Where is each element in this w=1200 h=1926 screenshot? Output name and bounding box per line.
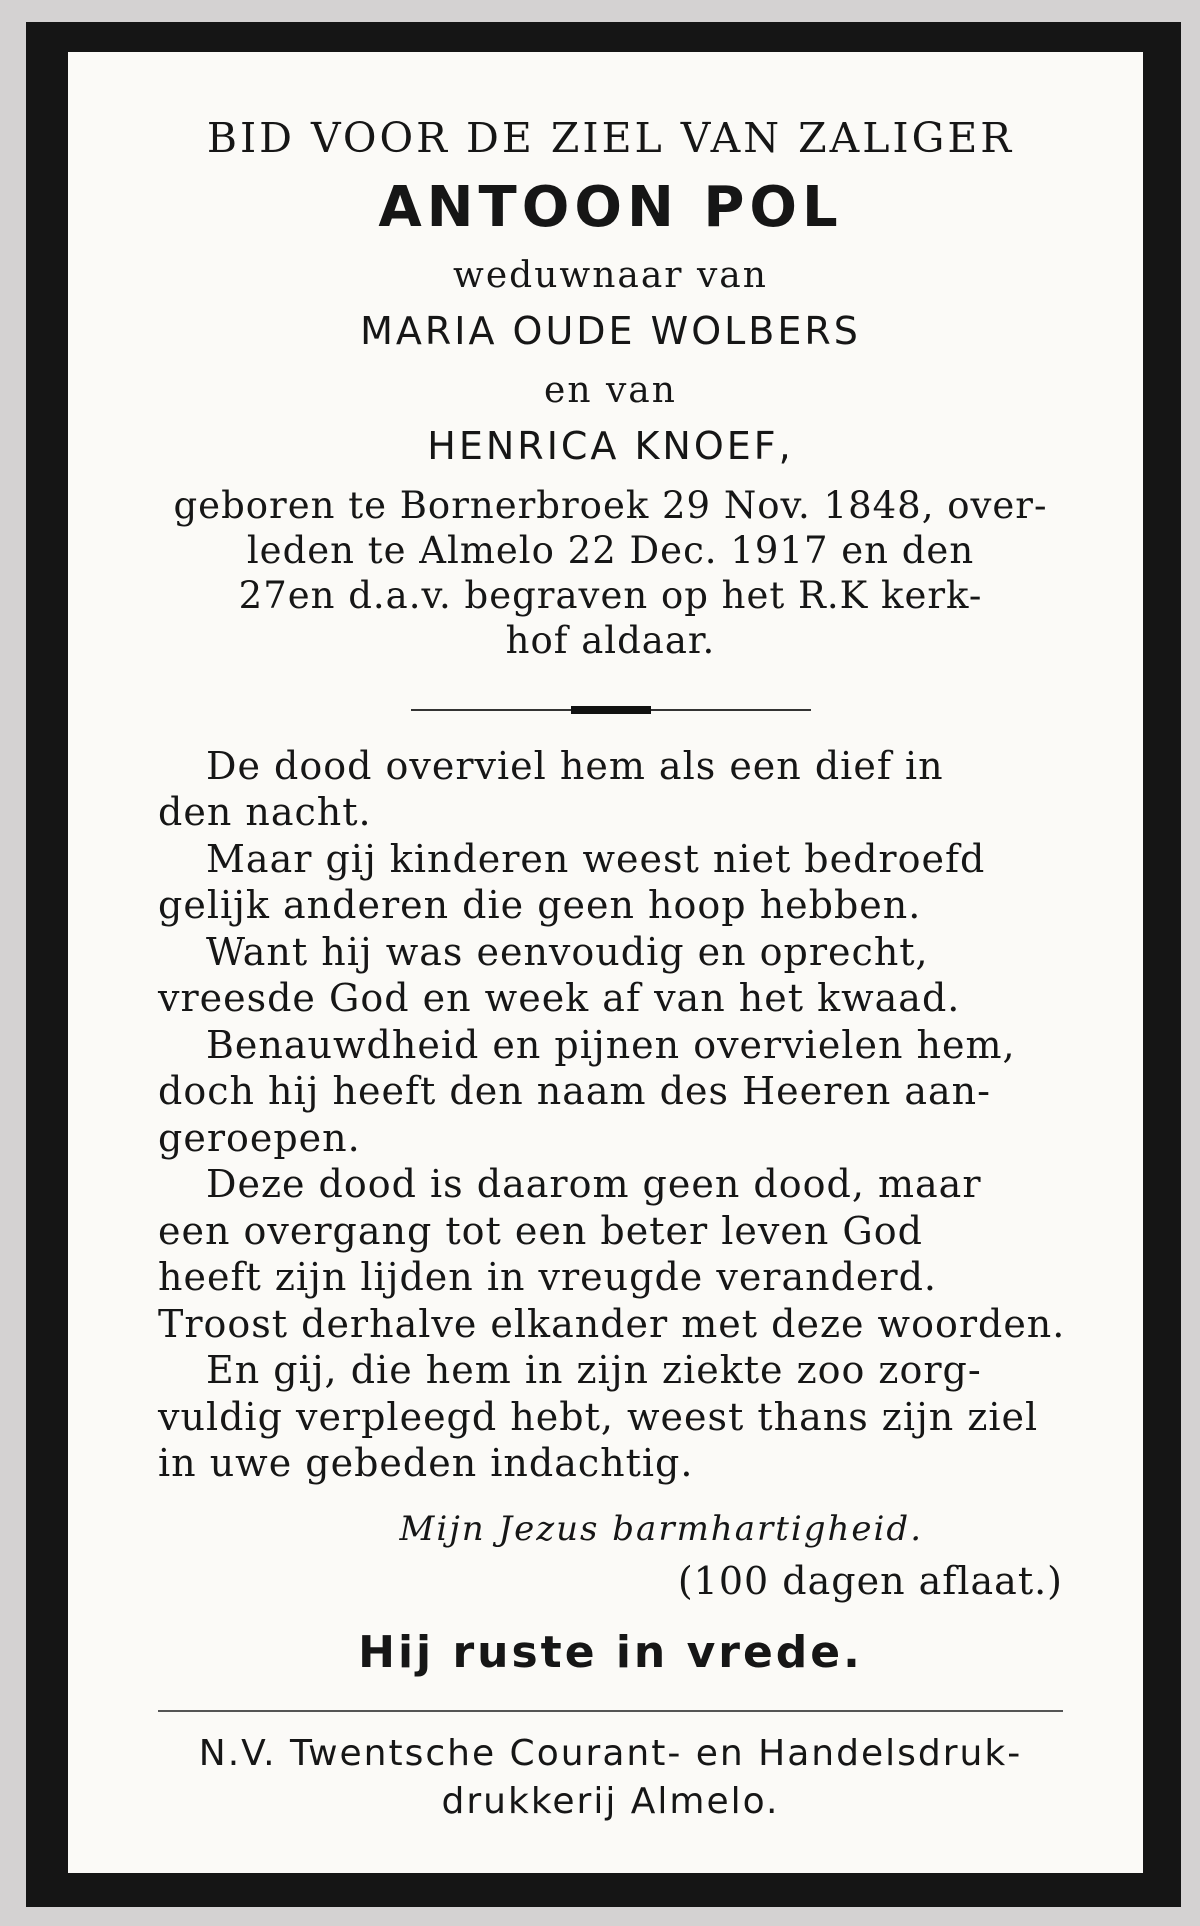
rest-in-peace: Hij ruste in vrede. — [358, 1626, 863, 1678]
verse-paragraph — [158, 743, 1063, 836]
verse-line: den nacht. — [158, 790, 372, 835]
short-prayer: Mijn Jezus barmhartigheid. — [399, 1508, 923, 1549]
verse-line: doch hij heeft den naam des Heeren aan- — [158, 1069, 991, 1114]
memorial-card — [26, 22, 1181, 1907]
indulgence-note: (100 dagen aflaat.) — [677, 1558, 1063, 1603]
verse-paragraph — [158, 1022, 1063, 1162]
printer-line: N.V. Twentsche Courant- en Handelsdruk- — [198, 1732, 1023, 1774]
verse-line: Deze dood is daarom geen dood, maar — [206, 1162, 982, 1207]
verse-line: De dood overviel hem als een dief in — [206, 743, 944, 788]
verse-line: Maar gij kinderen weest niet bedroefd — [206, 836, 986, 881]
verse-line: heeft zijn lijden in vreugde veranderd. — [158, 1255, 937, 1300]
first-spouse-name: MARIA OUDE WOLBERS — [360, 309, 861, 354]
birth-death-line: hof aldaar. — [505, 618, 716, 662]
verse-line: Troost derhalve elkander met deze woorden. — [158, 1301, 1066, 1346]
verse-line: gelijk anderen die geen hoop hebben. — [158, 883, 922, 928]
verse-text — [158, 743, 1066, 1487]
verse-line: Benauwdheid en pijnen overvielen hem, — [206, 1022, 1016, 1067]
verse-paragraph — [158, 1347, 1063, 1487]
footer-rule — [158, 1710, 1063, 1712]
verse-paragraph — [158, 929, 1063, 1022]
relation-widower-of: weduwnaar van — [453, 254, 768, 296]
printer-imprint — [158, 1730, 1063, 1826]
verse-line: een overgang tot een beter leven God — [158, 1208, 923, 1253]
birth-death-details — [158, 483, 1063, 663]
birth-death-line: 27en d.a.v. begraven op het R.K kerk- — [238, 573, 983, 617]
verse-line: in uwe gebeden indachtig. — [158, 1441, 694, 1486]
verse-paragraph — [158, 836, 1063, 929]
verse-line: En gij, die hem in zijn ziekte zoo zorg- — [206, 1348, 982, 1393]
second-spouse-name: HENRICA KNOEF, — [427, 424, 794, 469]
verse-line: geroepen. — [158, 1115, 361, 1160]
verse-line: vuldig verpleegd hebt, weest thans zijn ziel — [158, 1394, 1039, 1439]
divider-thick-bar — [571, 706, 651, 714]
card-content — [68, 52, 1143, 1873]
relation-and-of: en van — [544, 369, 677, 411]
birth-death-line: geboren te Bornerbroek 29 Nov. 1848, over- — [173, 483, 1048, 527]
card-heading: BID VOOR DE ZIEL VAN ZALIGER — [206, 114, 1015, 162]
verse-line: Want hij was eenvoudig en oprecht, — [206, 929, 929, 974]
ornamental-divider — [411, 703, 811, 717]
verse-line: vreesde God en week af van het kwaad. — [158, 976, 961, 1021]
printer-line: drukkerij Almelo. — [441, 1780, 780, 1822]
verse-paragraph — [158, 1161, 1066, 1347]
birth-death-line: leden te Almelo 22 Dec. 1917 en den — [246, 528, 975, 572]
deceased-name: ANTOON POL — [378, 175, 843, 241]
